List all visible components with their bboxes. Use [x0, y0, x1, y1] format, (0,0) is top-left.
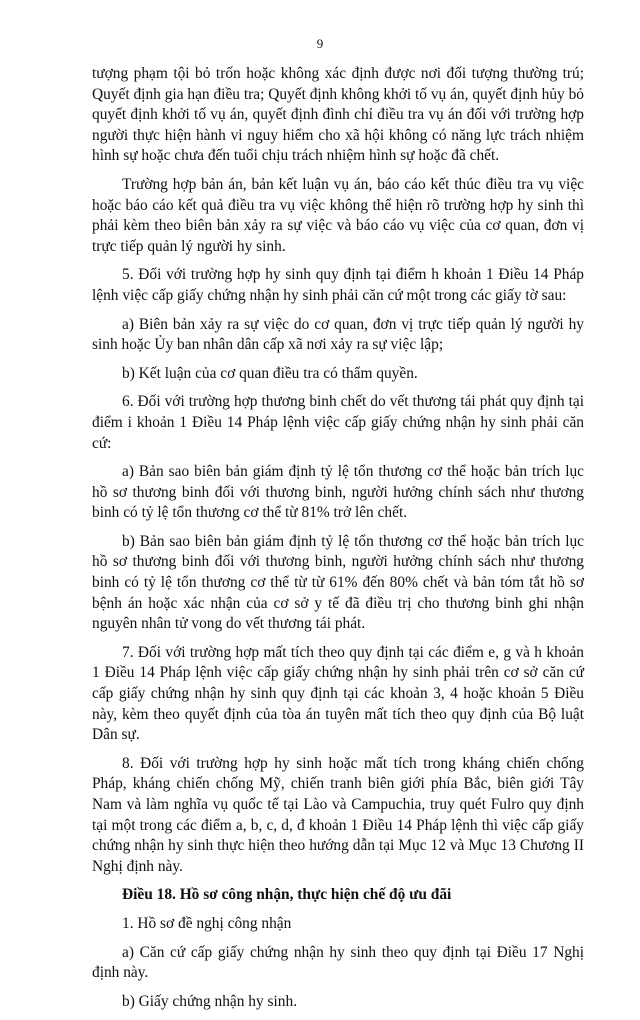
paragraph-clause-6a: a) Bản sao biên bản giám định tỷ lệ tổn thương cơ thể hoặc bản trích lục hồ sơ thương binh đối với thương binh, người hưởng chính sách như thương binh có tỷ lệ tổn thương cơ thể từ 81% trở lên chết. — [92, 463, 584, 522]
paragraph-clause-8: 8. Đối với trường hợp hy sinh hoặc mất tích trong kháng chiến chống Pháp, kháng chiến chống Mỹ, chiến tranh biên giới phía Bắc, biên giới Tây Nam và làm nghĩa vụ quốc tế tại Lào và Campuchia, truy quét Fulro quy định tại một trong các điểm a, b, c, d, đ khoản 1 Điều 14 Pháp lệnh thì việc cấp giấy chứng nhận hy sinh thực hiện theo hướng dẫn tại Mục 12 và Mục 13 Chương II Nghị định này. — [92, 754, 584, 875]
paragraph-article-18-clause-1: 1. Hồ sơ đề nghị công nhận — [122, 914, 292, 932]
paragraph-article-18-1b: b) Giấy chứng nhận hy sinh. — [122, 992, 298, 1010]
paragraph-clause-7: 7. Đối với trường hợp mất tích theo quy định tại các điểm e, g và h khoản 1 Điều 14 Pháp lệnh việc cấp giấy chứng nhận hy sinh phải trên cơ sở căn cứ cấp giấy chứng nhận hy sinh quy định tại các khoản 3, 4 hoặc khoản 5 Điều này, kèm theo quyết định của tòa án tuyên mất tích theo quy định của Bộ luật Dân sự. — [92, 643, 584, 744]
paragraph-clause-6: 6. Đối với trường hợp thương binh chết do vết thương tái phát quy định tại điểm i khoản 1 Điều 14 Pháp lệnh việc cấp giấy chứng nhận hy sinh phải căn cứ: — [92, 393, 584, 452]
paragraph-clause-5b: b) Kết luận của cơ quan điều tra có thẩm quyền. — [122, 364, 418, 382]
paragraph-clause-5: 5. Đối với trường hợp hy sinh quy định tại điểm h khoản 1 Điều 14 Pháp lệnh việc cấp giấy chứng nhận hy sinh phải căn cứ một trong các giấy tờ sau: — [92, 266, 584, 304]
page-number: 9 — [316, 36, 324, 51]
paragraph-clause-6b: b) Bản sao biên bản giám định tỷ lệ tổn thương cơ thể hoặc bản trích lục hồ sơ thương binh đối với thương binh, người hưởng chính sách như thương binh có tỷ lệ tổn thương cơ thể từ từ 61% đến 80% chết và bản tóm tắt hồ sơ bệnh án hoặc xác nhận của cơ sở y tế đã điều trị cho thương binh ghi nhận nguyên nhân tử vong do vết thương tái phát. — [92, 532, 584, 633]
article-18-heading: Điều 18. Hồ sơ công nhận, thực hiện chế độ ưu đãi — [122, 886, 452, 904]
paragraph-article-18-1a: a) Căn cứ cấp giấy chứng nhận hy sinh theo quy định tại Điều 17 Nghị định này. — [92, 943, 584, 982]
paragraph-continuation: tượng phạm tội bỏ trốn hoặc không xác định được nơi đối tượng thường trú; Quyết định gia hạn điều tra; Quyết định không khởi tố vụ án, quyết định hủy bỏ quyết định khởi tố vụ án, quyết định đình chỉ điều tra vụ án đối với trường hợp người thực hiện hành vi nguy hiểm cho xã hội không có năng lực trách nhiệm hình sự hoặc chưa đến tuổi chịu trách nhiệm hình sự hoặc đã chết. — [92, 65, 584, 165]
document-body — [92, 64, 584, 1020]
paragraph-clause-5a: a) Biên bản xảy ra sự việc do cơ quan, đơn vị trực tiếp quản lý người hy sinh hoặc Ủy ban nhân dân cấp xã nơi xảy ra sự việc lập; — [92, 315, 584, 354]
paragraph-case-unclear: Trường hợp bản án, bản kết luận vụ án, báo cáo kết thúc điều tra vụ việc hoặc báo cáo kết quả điều tra vụ việc không thể hiện rõ trường hợp hy sinh thì phải kèm theo biên bản xảy ra sự việc và báo cáo vụ việc của cơ quan, đơn vị trực tiếp quản lý người hy sinh. — [92, 175, 584, 255]
